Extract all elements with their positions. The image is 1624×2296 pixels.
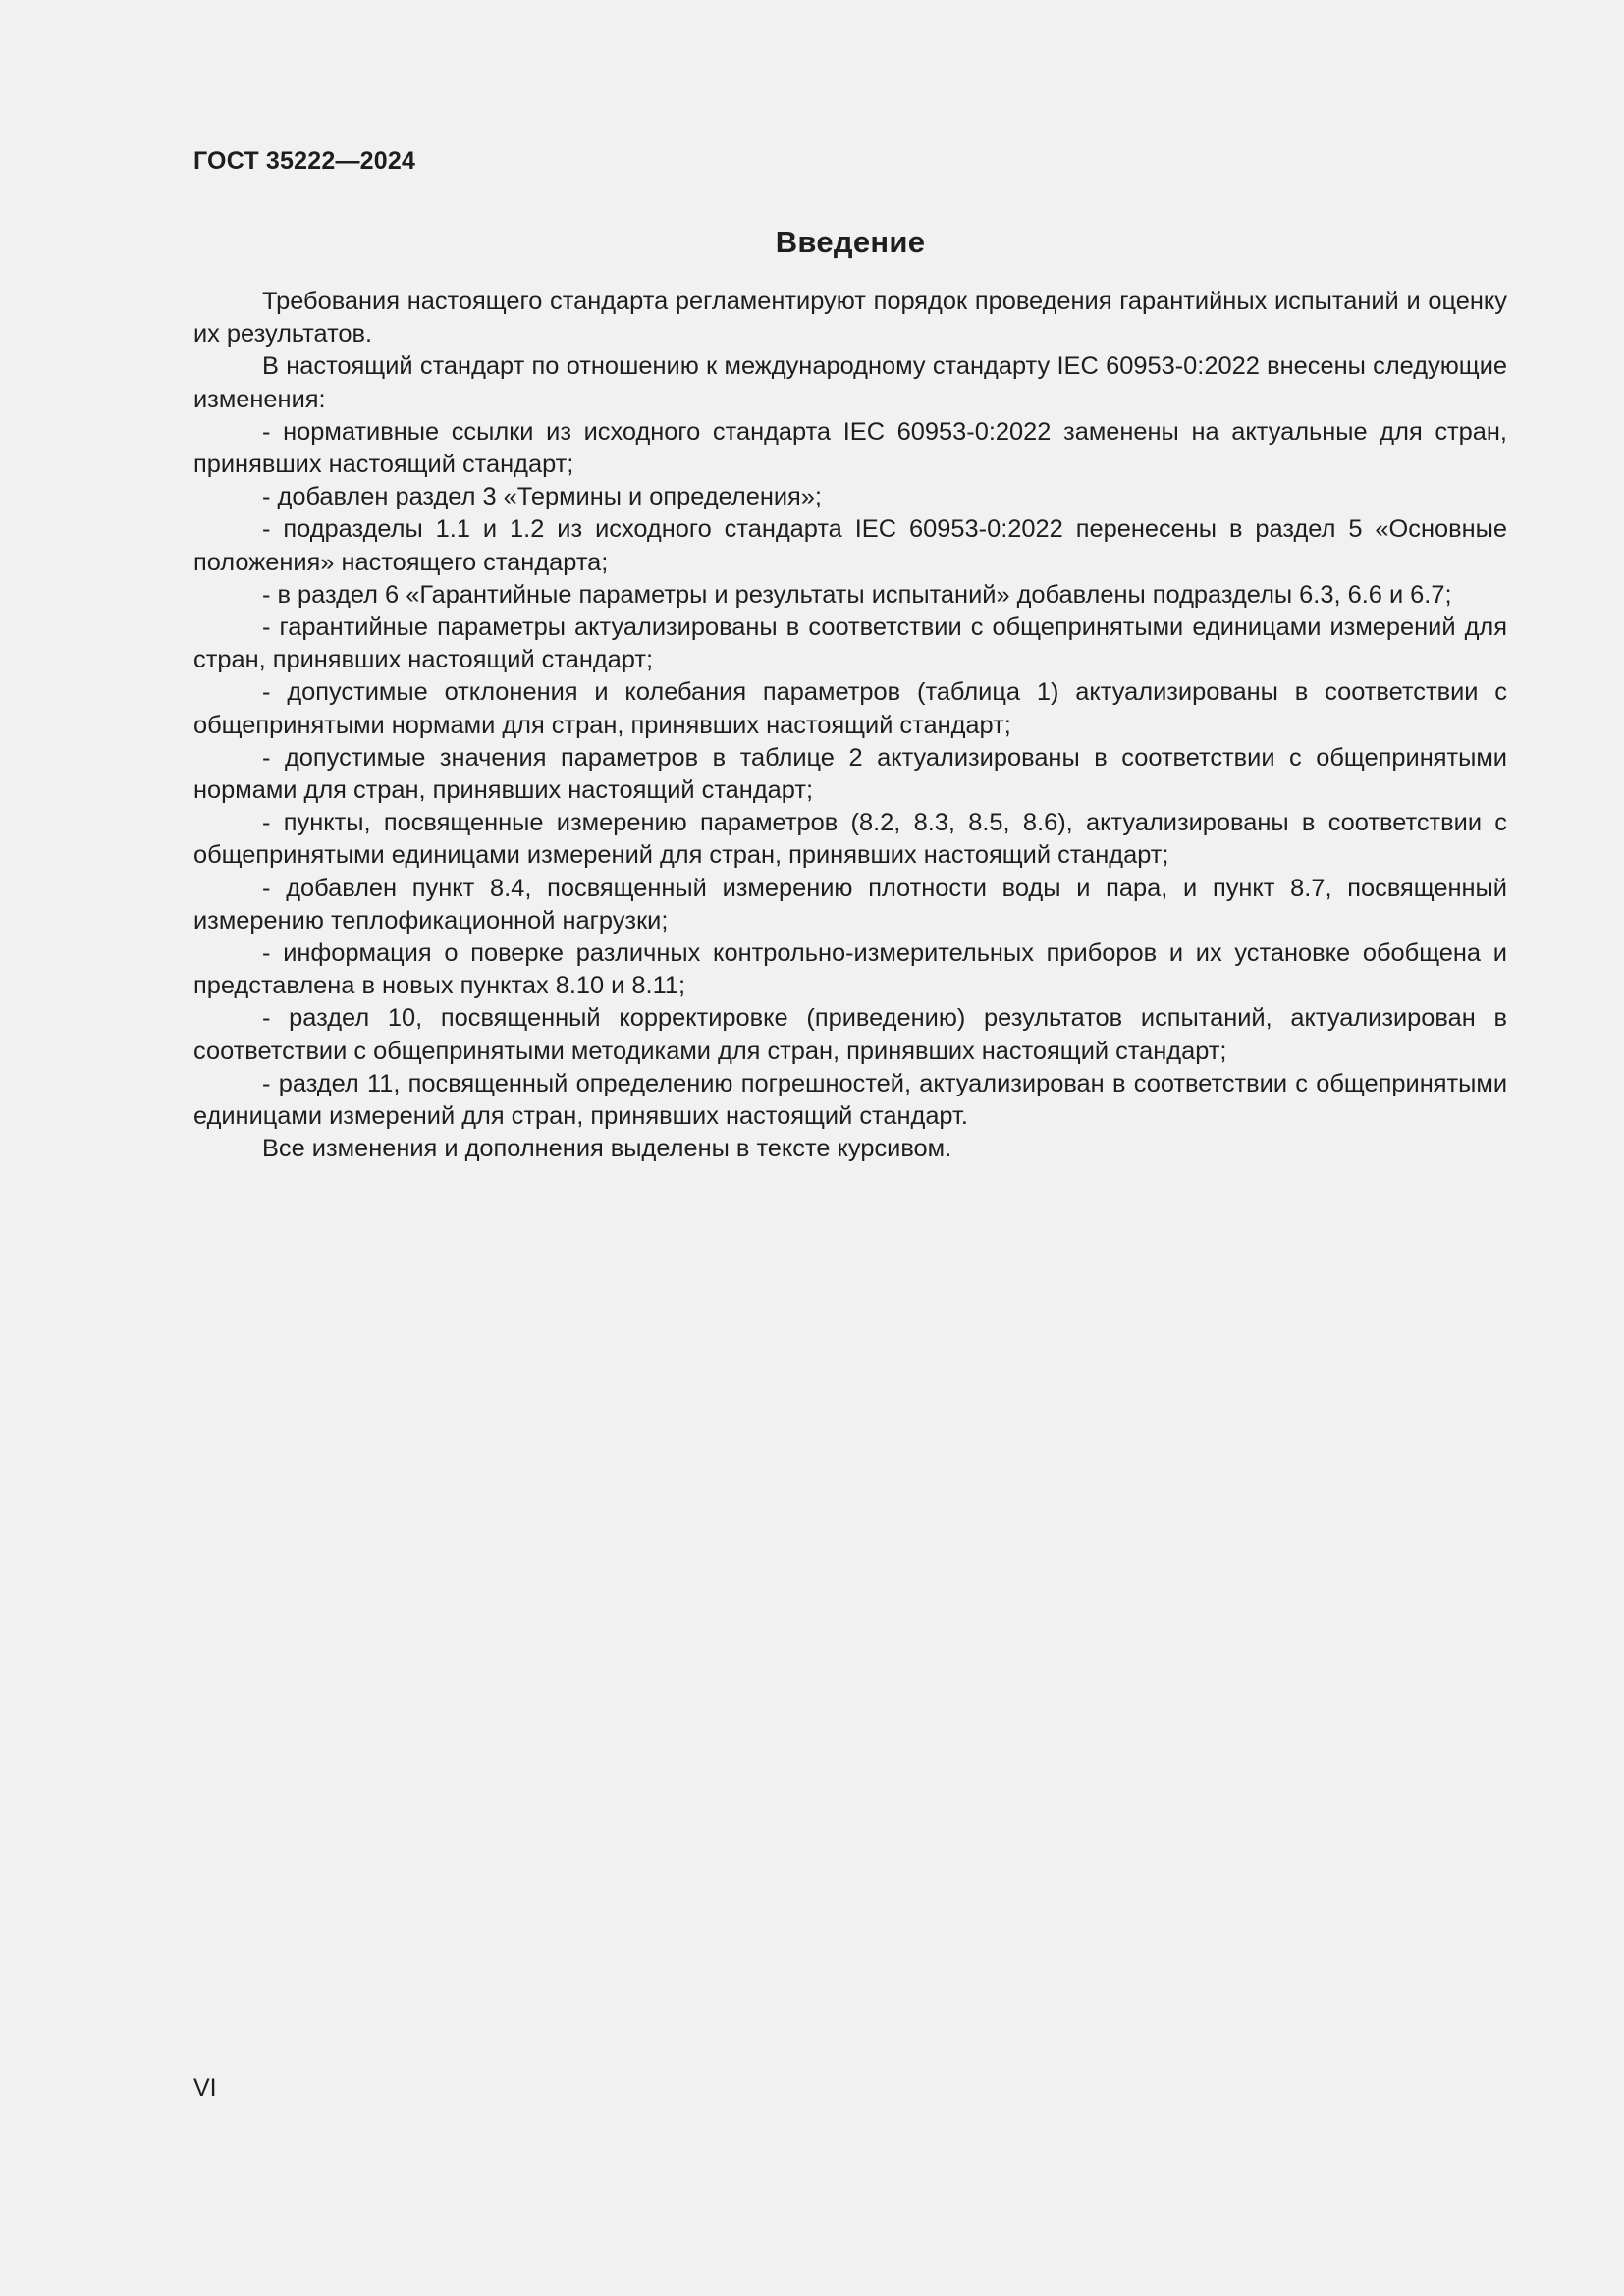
- list-item: - гарантийные параметры актуализированы в соответствии с общепринятыми единицами измерений для стран, принявших настоящий стандарт;: [193, 614, 1507, 674]
- document-code: ГОСТ 35222—2024: [193, 147, 416, 175]
- list-item: - допустимые отклонения и колебания параметров (таблица 1) актуализированы в соответствии с общепринятыми нормами для стран, принявших настоящий стандарт;: [193, 678, 1507, 739]
- list-item: - раздел 11, посвященный определению погрешностей, актуализирован в соответствии с общепринятыми единицами измерений для стран, принявших настоящий стандарт.: [193, 1069, 1507, 1131]
- section-title: Введение: [775, 225, 926, 259]
- body-text: [193, 286, 1507, 1165]
- list-item: - в раздел 6 «Гарантийные параметры и результаты испытаний» добавлены подразделы 6.3, 6.6 и 6.7;: [262, 580, 1452, 609]
- paragraph: Требования настоящего стандарта регламентируют порядок проведения гарантийных испытаний и оценку их результатов.: [193, 288, 1507, 348]
- list-item: - информация о поверке различных контрольно-измерительных приборов и их установке обобщена и представлена в новых пунктах 8.10 и 8.11;: [193, 939, 1507, 1000]
- list-item: - подразделы 1.1 и 1.2 из исходного стандарта IEC 60953-0:2022 перенесены в раздел 5 «Основные положения» настоящего стандарта;: [193, 515, 1507, 576]
- list-item: - нормативные ссылки из исходного стандарта IEC 60953-0:2022 заменены на актуальные для стран, принявших настоящий стандарт;: [193, 417, 1507, 479]
- list-item: - добавлен пункт 8.4, посвященный измерению плотности воды и пара, и пункт 8.7, посвященный измерению теплофикационной нагрузки;: [193, 874, 1507, 934]
- list-item: - пункты, посвященные измерению параметров (8.2, 8.3, 8.5, 8.6), актуализированы в соответствии с общепринятыми единицами измерений для стран, принявших настоящий стандарт;: [193, 809, 1507, 870]
- paragraph: В настоящий стандарт по отношению к международному стандарту IEC 60953-0:2022 внесены следующие изменения:: [193, 352, 1507, 413]
- list-item: - добавлен раздел 3 «Термины и определения»;: [262, 483, 822, 511]
- paragraph: Все изменения и дополнения выделены в тексте курсивом.: [262, 1135, 952, 1163]
- list-item: - допустимые значения параметров в таблице 2 актуализированы в соответствии с общепринятыми нормами для стран, принявших настоящий стандарт;: [193, 743, 1507, 805]
- page-number: VI: [193, 2074, 217, 2102]
- list-item: - раздел 10, посвященный корректировке (приведению) результатов испытаний, актуализирован в соответствии с общепринятыми методиками для стран, принявших настоящий стандарт;: [193, 1004, 1507, 1065]
